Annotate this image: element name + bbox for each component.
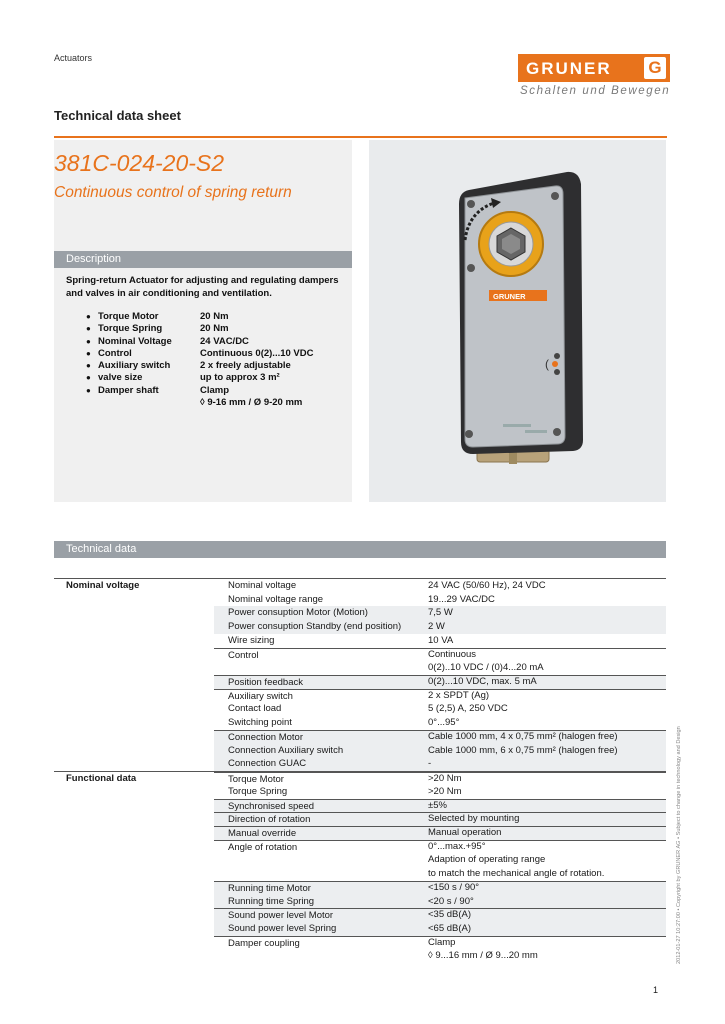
product-image-panel	[369, 140, 666, 502]
table-value: 2 x SPDT (Ag)	[428, 689, 490, 701]
spec-item: ● Damper shaft Clamp	[86, 384, 230, 396]
spec-item: ● Auxiliary switch 2 x freely adjustable	[86, 360, 291, 372]
table-parameter: Control	[214, 648, 666, 662]
table-parameter: Running time Motor	[214, 881, 666, 895]
document-category: Actuators	[54, 53, 93, 63]
table-parameter: Sound power level Spring	[214, 922, 666, 936]
bullet-icon: ●	[86, 312, 91, 321]
table-value: 24 VAC (50/60 Hz), 24 VDC	[428, 580, 546, 591]
table-parameter: Nominal voltage range	[214, 593, 666, 607]
table-value: <35 dB(A)	[428, 909, 472, 921]
description-heading: Description	[54, 251, 352, 268]
spec-list	[86, 311, 346, 397]
logo-slogan: Schalten und Bewegen	[520, 85, 671, 97]
table-parameter: Connection GUAC	[214, 757, 666, 771]
actuator-illustration	[369, 140, 666, 502]
table-row	[54, 579, 666, 593]
table-parameter: Damper coupling	[214, 936, 666, 950]
table-parameter: Wire sizing	[214, 634, 666, 648]
table-parameter: Contact load	[214, 702, 666, 716]
table-parameter: Position feedback	[214, 675, 666, 689]
table-row	[54, 716, 666, 730]
table-row	[54, 826, 666, 840]
svg-text:(: (	[545, 357, 549, 371]
table-parameter: Direction of rotation	[214, 812, 666, 826]
table-row	[54, 730, 666, 744]
table-value: to match the mechanical angle of rotation.	[428, 868, 605, 880]
table-parameter: Angle of rotation	[214, 840, 666, 854]
bullet-icon: ●	[86, 361, 91, 371]
table-value: >20 Nm	[428, 773, 462, 785]
table-parameter: Power consuption Standby (end position)	[214, 620, 666, 634]
header-divider	[54, 136, 667, 138]
gruner-logo	[518, 54, 670, 102]
table-value: Manual operation	[428, 826, 502, 838]
table-value: Cable 1000 mm, 6 x 0,75 mm² (halogen free)	[428, 744, 618, 756]
table-value: Clamp	[428, 936, 456, 948]
spec-item: ● Control Continuous 0(2)...10 VDC	[86, 347, 314, 359]
table-category: Nominal voltage	[66, 580, 140, 591]
bullet-icon: ●	[86, 348, 91, 358]
table-value: 5 (2,5) A, 250 VDC	[428, 703, 508, 715]
table-row	[54, 593, 666, 607]
table-value: >20 Nm	[428, 785, 462, 797]
bullet-icon: ●	[86, 385, 91, 395]
table-parameter: Sound power level Motor	[214, 908, 666, 922]
bullet-icon: ●	[86, 336, 91, 346]
table-row	[54, 675, 666, 689]
page-number: 1	[653, 985, 659, 995]
table-parameter: Synchronised speed	[214, 799, 666, 813]
product-model: 381C-024-20-S2	[54, 150, 225, 176]
table-parameter: Torque Motor	[214, 772, 666, 785]
table-parameter: Manual override	[214, 826, 666, 840]
table-row	[54, 908, 666, 922]
table-parameter: Connection Auxiliary switch	[214, 744, 666, 758]
table-value: Cable 1000 mm, 4 x 0,75 mm² (halogen free)	[428, 730, 618, 742]
technical-data-heading: Technical data	[54, 541, 666, 558]
technical-data-table	[54, 578, 666, 963]
table-value: 0°...95°	[428, 717, 460, 729]
table-value: 10 VA	[428, 634, 454, 646]
table-category: Functional data	[66, 773, 137, 785]
table-row	[54, 895, 666, 909]
bullet-icon: ●	[86, 324, 91, 334]
table-row	[54, 840, 666, 854]
spec-item: ● Nominal Voltage 24 VAC/DC	[86, 335, 249, 347]
table-parameter: Auxiliary switch	[214, 689, 666, 703]
table-value: ±5%	[428, 799, 447, 811]
spec-item: ● Torque Motor 20 Nm	[86, 311, 229, 322]
table-parameter: Switching point	[214, 716, 666, 730]
table-row	[54, 949, 666, 963]
device-logo-text: GRUNER	[493, 292, 526, 301]
spec-damper-shaft-size: ◊ 9-16 mm / Ø 9-20 mm	[200, 397, 303, 408]
table-row	[54, 771, 666, 785]
table-value: <150 s / 90°	[428, 881, 480, 893]
table-value: 19...29 VAC/DC	[428, 593, 495, 605]
table-value: 0(2)...10 VDC, max. 5 mA	[428, 676, 537, 688]
table-row	[54, 689, 666, 703]
table-row	[54, 757, 666, 771]
logo-box	[518, 54, 670, 82]
table-value: <20 s / 90°	[428, 895, 474, 907]
table-row	[54, 922, 666, 936]
table-value: 0(2)..10 VDC / (0)4...20 mA	[428, 662, 544, 674]
product-subtitle: Continuous control of spring return	[54, 184, 292, 201]
table-value: Selected by mounting	[428, 813, 520, 825]
description-text: Spring-return Actuator for adjusting and regulating dampers and valves in air conditioning and ventilation.	[66, 275, 339, 299]
logo-mark-icon: G	[644, 57, 666, 79]
spec-item: ● valve size up to approx 3 m²	[86, 372, 280, 384]
table-parameter: Power consuption Motor (Motion)	[214, 606, 666, 620]
logo-text: GRUNER	[526, 59, 612, 78]
copyright-note: 2012-01-27 10:27:00 • Copyright by GRUNER AG • Subject to change in technology and Design	[676, 726, 682, 964]
table-value: ◊ 9...16 mm / Ø 9...20 mm	[428, 950, 538, 962]
table-value: -	[428, 758, 432, 770]
table-row	[54, 661, 666, 675]
table-value: 2 W	[428, 621, 445, 633]
table-value: 0°...max.+95°	[428, 840, 486, 852]
table-row	[54, 648, 666, 662]
table-value: Continuous	[428, 648, 477, 660]
sheet-title: Technical data sheet	[54, 108, 181, 123]
table-row	[54, 744, 666, 758]
table-row	[54, 867, 666, 881]
table-row	[54, 785, 666, 799]
table-row	[54, 853, 666, 867]
table-value: Adaption of operating range	[428, 854, 546, 866]
bullet-icon: ●	[86, 373, 91, 383]
spec-item: ● Torque Spring 20 Nm	[86, 323, 229, 335]
table-parameter: Connection Motor	[214, 730, 666, 744]
table-value: <65 dB(A)	[428, 922, 472, 934]
table-parameter: Running time Spring	[214, 895, 666, 909]
table-row	[54, 936, 666, 950]
table-parameter: Torque Spring	[214, 785, 666, 799]
table-row	[54, 881, 666, 895]
table-row	[54, 812, 666, 826]
table-row	[54, 620, 666, 634]
table-parameter: Nominal voltage	[214, 579, 666, 593]
table-row	[54, 634, 666, 648]
table-row	[54, 799, 666, 813]
table-row	[54, 702, 666, 716]
table-value: 7,5 W	[428, 607, 453, 619]
table-row	[54, 606, 666, 620]
